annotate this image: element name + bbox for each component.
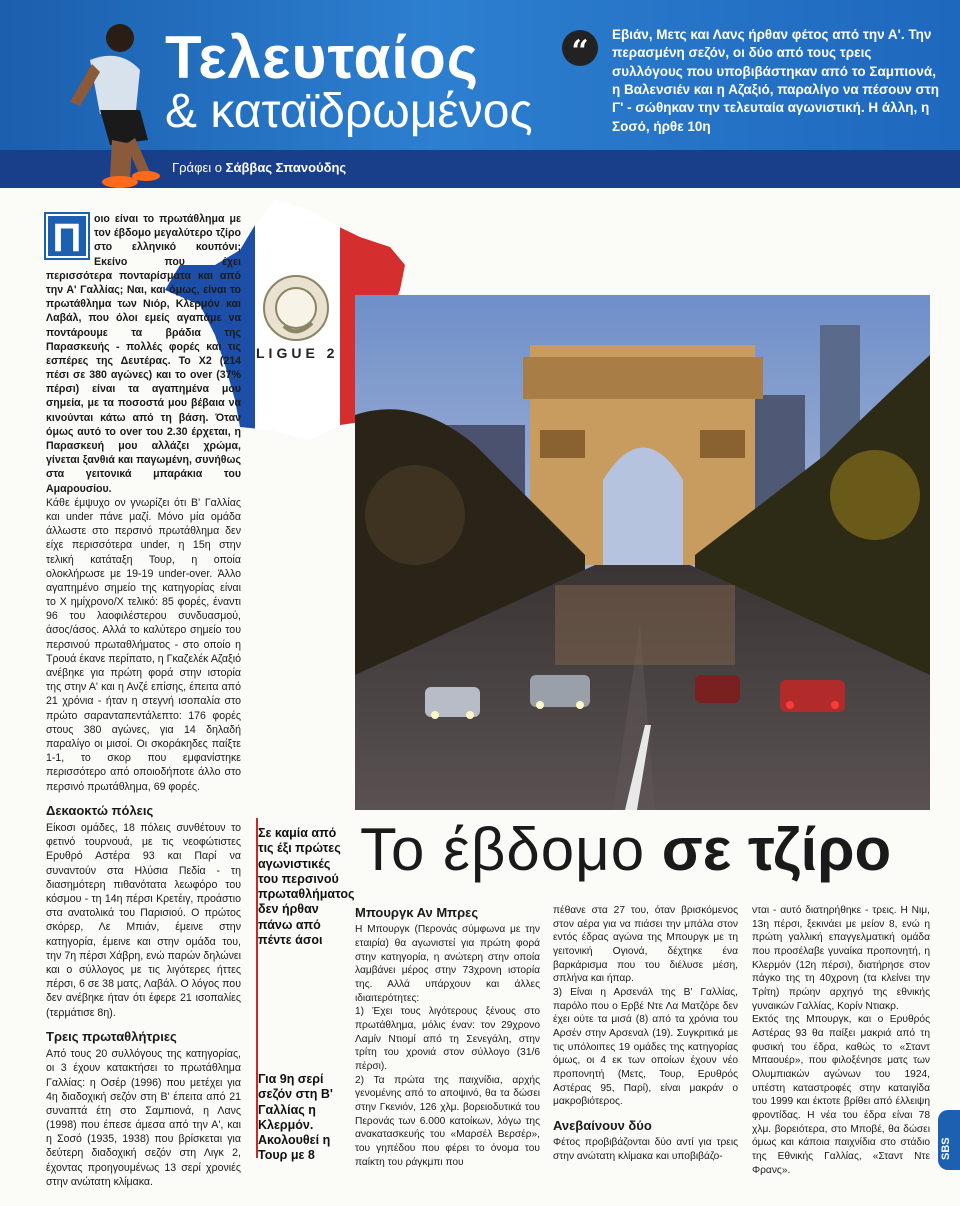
ligue-2-logo-icon — [254, 268, 344, 378]
quote-icon: “ — [562, 30, 598, 66]
paragraph-bourg-3: 2) Τα πρώτα της παιχνίδια, αρχής γενομένης από το αποψινό, θα τα δώσει στην Γκενιόν, 126 χλμ. βορειοδυτικά του Περονάς των 6.000 κατοίκων, λόγω της ανακατασκευής του «Μαρσέλ Βερσέρ», του γηπέδου που φέρει το όνομα του παίκτη του ράγκμπι που — [355, 1074, 540, 1168]
article-title — [360, 816, 892, 883]
paragraph-middle-2: 3) Είναι η Αρσενάλ της Β' Γαλλίας, παρόλο που ο Ερβέ Ντε Λα Ματζόρε δεν έχει ούτε τα μισά (8) από τα χρόνια του Αρσέν στην Αρσεναλ (19). Συγκριτικά με τις υπόλοιπες 19 ομάδες της κατηγορίας όμως, οι 4 εκ των οποίων έχουν νέο προπονητή (Μετς, Τουρ, Ερυθρός Αστέρας 95, Παρί), είναι μακράν ο μακροβιότερος. — [553, 987, 738, 1108]
drop-cap: Π — [46, 214, 88, 258]
headline-main: Τελευταίος — [165, 24, 479, 91]
left-column — [46, 212, 241, 1189]
article-title-thin: Το έβδομο — [360, 816, 646, 883]
paragraph-champions: Από τους 20 συλλόγους της κατηγορίας, οι 3 έχουν κατακτήσει το πρωτάθλημα Γαλλίας: η Οσέρ (1996) που μετέχει για 4η διαδοχική σεζόν στη Β' έπειτα από 21 συναπτά έτη στο Σαμπιονά, η Λανς (1998) που έπεσε άμεσα από την Α', και η Σοσό (1935, 1938) που βρίσκεται για δεύτερη διαδοχική σεζόν στη Λιγκ 2, έχοντας προηγουμένως 13 σερί χρονιές στην ανώτατη κλίμακα. — [46, 1048, 241, 1188]
sidebar-note-bottom: Για 9η σερί σεζόν στη Β' Γαλλίας η Κλερμόν. Ακολουθεί η Τουρ με 8 — [258, 1072, 333, 1163]
athlete-figure-icon — [40, 10, 160, 188]
pull-quote: Εβιάν, Μετς και Λανς ήρθαν φέτος από την Α'. Την περασμένη σεζόν, οι δύο από τους τρεις συλλόγους που υποβιβάστηκαν από το Σαμπιονά, η Βαλενσιέν και η Αζαξιό, παραλίγο να πέσουν στη Γ' - σώθηκαν την τελευταία αγωνιστική. Η άλλη, η Σοσό, ήρθε 10η — [612, 27, 939, 134]
page-number: SBS — [940, 1137, 952, 1160]
sidebar-note-top: Σε καμία από τις έξι πρώτες αγωνιστικές του περσινού πρωταθλήματος δεν ήρθαν πάνω από πέντε άσοι — [258, 826, 355, 947]
article-title-bold: σε τζίρο — [661, 816, 892, 883]
champs-elysees-photo — [355, 295, 930, 810]
section-heading-bourg: Μπουργκ Αν Μπρες — [355, 905, 479, 920]
paragraph-middle-1: πέθανε στα 27 του, όταν βρισκόμενος στον αέρα για να πιάσει την μπάλα στον εντός έδρας αγώνα της Μπουργκ με τη γειτονική Ογιονά, δέχτηκε ένα βαρκάρισμα που του διέλυσε μέση, σπλήνα και ήπαρ. — [553, 905, 738, 985]
paragraph-under: Κάθε έμψυχο ον γνωρίζει ότι Β' Γαλλίας και under πάνε μαζί. Μόνο μία ομάδα άλλωστε στο περσινό πρωτάθλημα δεν είχε περισσότερα under, η 15η στην τελική κατάταξη Τουρ, η οποία ολοκλήρωσε με 19-19 under-over. Άλλο αγαπημένο σημείο της κατηγορίας είναι το Χ ημίχρονο/Χ τελικό: 85 φορές, έναντι 96 του λαοφιλέστερου συνδυασμού, άσος/άσος. Αλλά το καλύτερο σημείο του περσινού πρωταθλήματος - στο οποίο η Τρουά έκανε περίπατο, η Γκαζελέκ Αζαξιό ανέβηκε για πρώτη φορά στην ιστορία της στην Α' και η Ανζέ επίσης, έπειτα από 21 χρόνια - ήταν η στεγνή ισοπαλία στο πρώτο σαρανταπεντάλεπτο: 176 φορές στους 380 αγώνες, για 14 δηλαδή παραλίγο οι μισοί. Οι σκοράκηδες παίξτε 1-1, το σκορ που εμφανίστηκε περισσότερο από οποιοδήποτε άλλο στο περσινό πρωτάθλημα, 69 φορές. — [46, 496, 241, 793]
header-banner — [0, 0, 960, 188]
column-middle — [553, 904, 738, 1164]
paragraph-right-2: Εκτός της Μπουργκ, και ο Ερυθρός Αστέρας 93 θα παίξει μακριά από τη φυσική του έδρα, καθώς το «Σταντ Μπαουέρ», που φιλοξένησε ματς των Ολυμπιακών αγώνων του 1924, υπέστη καταστροφές στην καταιγίδα του 1999 και έκτοτε βρίθει από έλλειψη φροντίδας. Η νέα του έδρα είναι 78 χλμ. βορειότερα, στο Μποβέ, θα δώσει όμως και κάποια παιχνίδια στο στάδιο της Εθνικής Γαλλίας, «Σταντ Ντε Φρανς». — [752, 1014, 930, 1176]
section-heading-champions: Τρεις πρωταθλήτριες — [46, 1028, 177, 1044]
byline-author: Σάββας Σπανούδης — [225, 160, 347, 175]
section-heading-promotion: Ανεβαίνουν δύο — [553, 1118, 652, 1134]
paragraph-right-1: νται - αυτό διατηρήθηκε - τρεις. Η Νιμ, 13η πέρσι, ξεκινάει με μείον 8, ενώ η πρώτη γαλλική επαγγελματική ομάδα που προσέλαβε γυναίκα προπονητή, η Κλερμόν (12η πέρσι), διατήρησε στον πάγκο της τη 40χρονη (τα κλείνει την Τρίτη) πρώην αρχηγό της εθνικής γυναικών Γαλλίας, Κορίν Ντιακρ. — [752, 905, 930, 1012]
column-bourg — [355, 904, 540, 1170]
paragraph-bourg-1: Η Μπουργκ (Περονάς σύμφωνα με την εταιρία) θα αγωνιστεί για πρώτη φορά στην κατηγορία, η ανώτερη στην οποία λαμβάνει μέρος στην 73χρονη ιστορία της. Αλλά υπάρχουν και άλλες ιδιαιτερότητες: — [355, 924, 540, 1004]
paragraph-cities: Είκοσι ομάδες, 18 πόλεις συνθέτουν το φετινό τουρνουά, με τις νεοφώτιστες Ερυθρό Αστέρα 93 και Παρί να συναντούν στα Ηλύσια Πεδία - τη διασημότερη πιθανότατα λεωφόρο του κόσμου - τη 14η πέρσι Κρετέιγ, προάστιο στα ανατολικά του Παρισιού. Ο πρώτος σκόρερ, Λε Μπιάν, έμεινε στην κατηγορία, έμεινε και στην ομάδα του, την 7η πέρσι Χάβρη, ενώ παρών δηλώνει και ο σύλλογος με τις λιγότερες ήττες πέρσι, 6 σε 38 ματς, Λαβάλ. Ο λόγος που δεν ανέβηκε ήταν ότι έφερε 21 ισοπαλίες (τερμάτισε 8η). — [46, 822, 241, 1019]
ligue-2-logo-text: LIGUE 2 — [256, 345, 339, 361]
paragraph-bourg-2: 1) Έχει τους λιγότερους ξένους στο πρωτάθλημα, μόλις έναν: τον 29χρονο Λαμίν Ντιομί από τη Σενεγάλη, στην τρίτη του χρονιά στον σύλλογο (31/6 πέρσι). — [355, 1006, 540, 1073]
byline — [172, 160, 346, 175]
section-heading-cities: Δεκαοκτώ πόλεις — [46, 802, 154, 818]
intro-paragraph: οιο είναι το πρωτάθλημα με τον έβδομο μεγαλύτερο τζίρο στο ελληνικό κουπόνι; Εκείνο που έχει περισσότερα πονταρίσματα και από την Α' Γαλλίας; Ναι, και όμως, είναι το πρωτάθλημα των Νιόρ, Κλερμόν και Λαβάλ, που όλοι εμείς αγαπάμε να ποντάρουμε τα βράδια της Παρασκευής - πολλές φορές και τις εσπέρες της Δευτέρας. Το Χ2 (214 πέσι σε 380 αγώνες) και το over (37% πέρσι) είναι τα αγαπημένα μου σημεία, με τα ποσοστά μου βέβαια να κινούνται κάτω από τη βάση. Όταν όμως αυτό το over του 2.30 έρχεται, η Παρασκευή μου αλλάζει χρώμα, γίνεται ξανθιά και παγωμένη, συνήθως στα γειτονικά μπαράκια του Αμαρουσίου. — [46, 213, 241, 495]
column-right — [752, 904, 930, 1177]
byline-prefix: Γράφει ο — [172, 160, 223, 175]
paragraph-promotion: Φέτος προβιβάζονται δύο αντί για τρεις στην ανώτατη κλίμακα και υποβιβάζο- — [553, 1137, 738, 1163]
headline-sub: & καταϊδρωμένος — [165, 85, 533, 138]
